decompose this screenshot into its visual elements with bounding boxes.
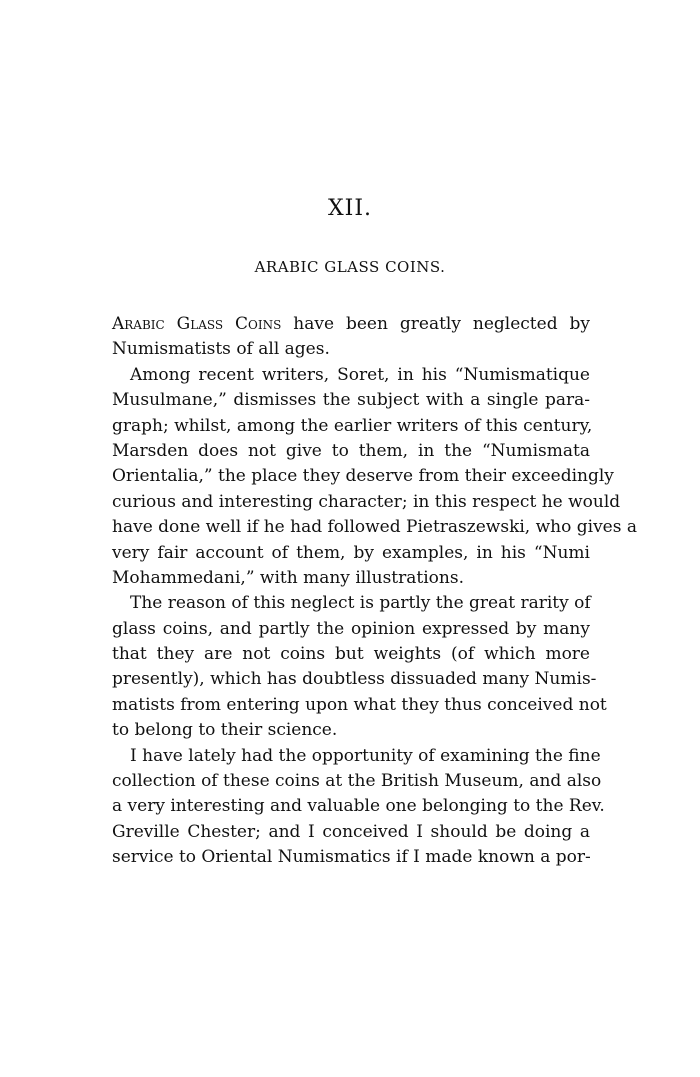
body-text [112,312,637,871]
text-line: Marsden does not give to them, in the “Numismata [112,440,590,461]
text-line: presently), which has doubtless dissuaded many Numis- [112,669,597,690]
text-line: I have lately had the opportunity of examining the fine [130,745,601,766]
text-line: that they are not coins but weights (of which more [112,644,590,665]
text-line: Arabic Glass Coins have been greatly neglected by [112,314,591,334]
text-line: graph; whilst, among the earlier writers of this century, [112,415,593,436]
text-line: a very interesting and valuable one belonging to the Rev. [112,796,605,817]
text-line: to belong to their science. [112,720,338,741]
lead-smallcaps: Arabic Glass Coins [112,314,282,334]
text-line: Mohammedani,” with many illustrations. [112,567,464,588]
text-line: Musulmane,” dismisses the subject with a single para- [112,390,590,411]
text-line: curious and interesting character; in this respect he would [112,491,621,512]
text-line: Orientalia,” the place they deserve from their exceedingly [112,466,614,487]
text-line: very fair account of them, by examples, in his “Numi [112,542,590,563]
text-line: Greville Chester; and I conceived I should be doing a [112,821,590,842]
text-line: Among recent writers, Soret, in his “Numismatique [130,364,590,385]
text-line: collection of these coins at the British Museum, and also [112,771,602,792]
text-line: service to Oriental Numismatics if I made known a por- [112,847,591,868]
chapter-title: ARABIC GLASS COINS. [254,258,446,276]
text-line: The reason of this neglect is partly the great rarity of [130,593,591,614]
text-line: have done well if he had followed Pietraszewski, who gives a [112,517,637,538]
text-line: glass coins, and partly the opinion expressed by many [112,618,590,639]
text-line: matists from entering upon what they thus conceived not [112,694,607,715]
chapter-number: XII. [327,196,373,221]
text-line: Numismatists of all ages. [112,339,330,360]
